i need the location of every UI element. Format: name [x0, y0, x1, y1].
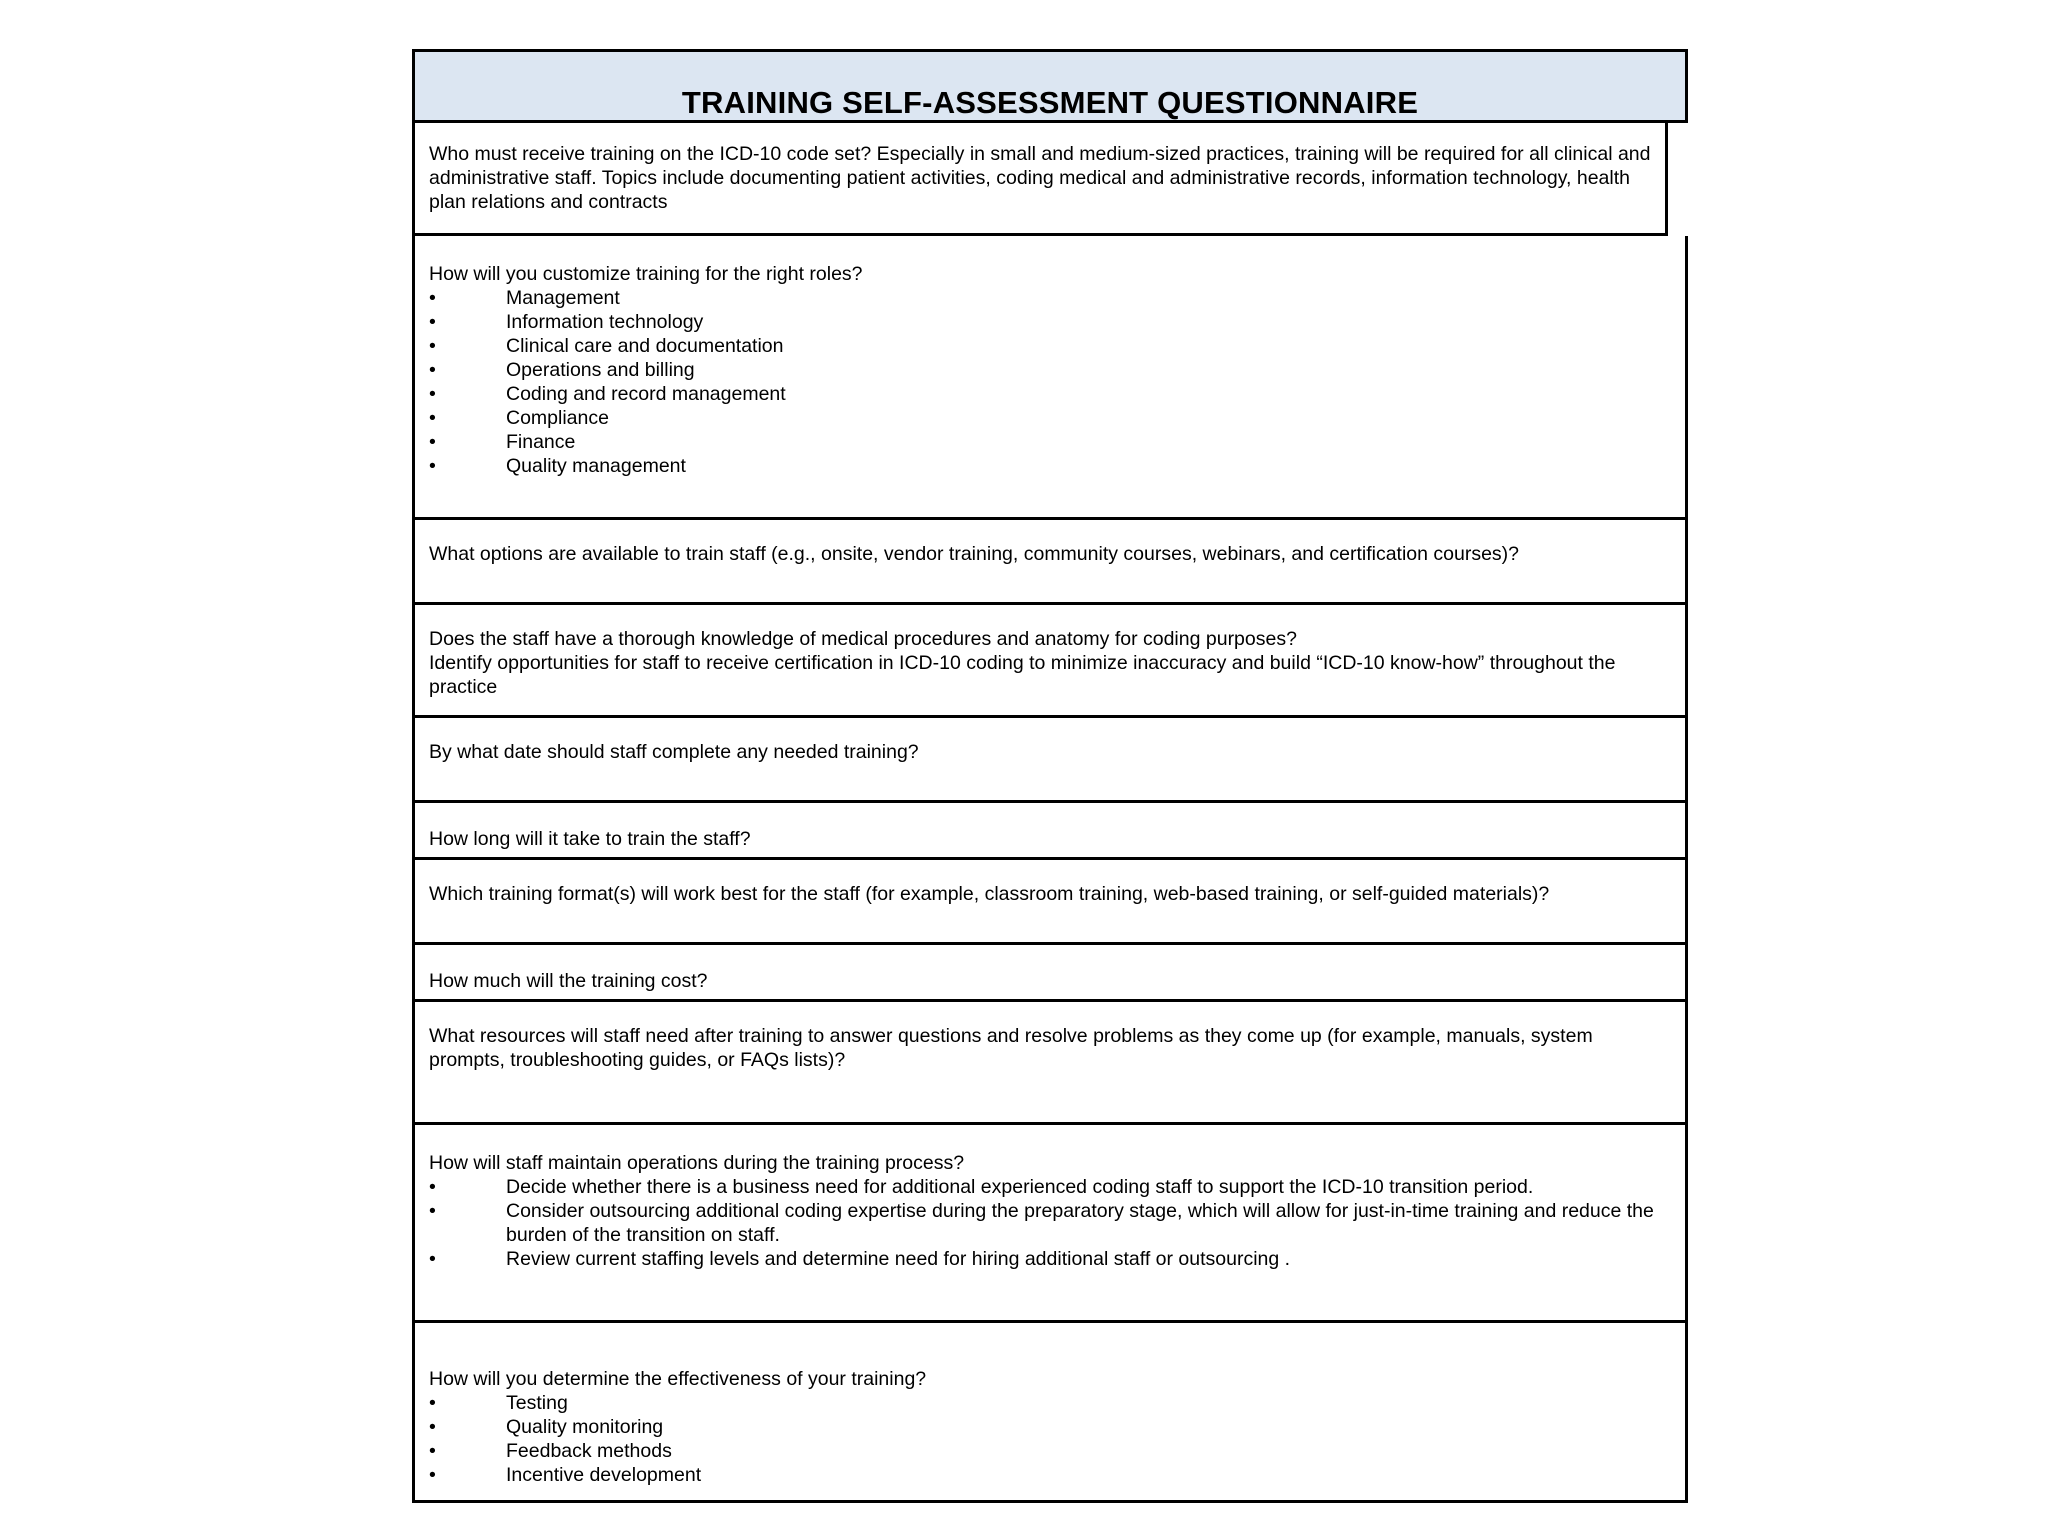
- question-text: What resources will staff need after training to answer questions and resolve problems as they come up (for example, manuals, system prompts, troubleshooting guides, or FAQs lists)?: [429, 1025, 1593, 1071]
- bullet-text: Feedback methods: [506, 1440, 672, 1462]
- bullet-icon: •: [429, 311, 436, 333]
- intro-text: Who must receive training on the ICD-10 code set? Especially in small and medium-sized practices, training will be required for all clinical and administrative staff. Topics include documenting patient activities, coding medical and administrative records, information technology, health plan relations and contracts: [429, 143, 1651, 213]
- list-item: [429, 1439, 1671, 1463]
- bullet-icon: •: [429, 455, 436, 477]
- list-item: [429, 1391, 1671, 1415]
- bullet-icon: •: [429, 1440, 436, 1462]
- bullet-icon: •: [429, 1248, 436, 1270]
- bullet-text: Review current staffing levels and determine need for hiring additional staff or outsourcing .: [506, 1248, 1291, 1270]
- bullet-text: Compliance: [506, 407, 609, 429]
- question-text: Does the staff have a thorough knowledge of medical procedures and anatomy for coding purposes?: [429, 628, 1297, 650]
- bullet-text: Clinical care and documentation: [506, 335, 784, 357]
- question-row: [412, 1125, 1688, 1323]
- bullet-icon: •: [429, 407, 436, 429]
- list-item: [429, 1247, 1671, 1271]
- list-item: [429, 286, 1671, 310]
- list-item: [429, 310, 1671, 334]
- bullet-text: Testing: [506, 1392, 568, 1414]
- bullet-icon: •: [429, 359, 436, 381]
- bullet-icon: •: [429, 1176, 436, 1198]
- bullet-icon: •: [429, 1200, 436, 1222]
- bullet-text: Decide whether there is a business need for additional experienced coding staff to support the ICD-10 transition period.: [506, 1176, 1534, 1198]
- question-row: [412, 860, 1688, 945]
- bullet-icon: •: [429, 287, 436, 309]
- bullet-text: Operations and billing: [506, 359, 695, 381]
- question-row: [412, 945, 1688, 1002]
- question-row: [412, 1323, 1688, 1503]
- list-item: [429, 406, 1671, 430]
- bullet-icon: •: [429, 1464, 436, 1486]
- question-text: How will you customize training for the right roles?: [429, 263, 863, 285]
- bullet-icon: •: [429, 1416, 436, 1438]
- question-text: How much will the training cost?: [429, 970, 708, 992]
- title-row: [412, 49, 1688, 123]
- list-item: [429, 1415, 1671, 1439]
- bullet-text: Quality monitoring: [506, 1416, 664, 1438]
- question-text: How will you determine the effectiveness of your training?: [429, 1368, 927, 1390]
- question-text: By what date should staff complete any needed training?: [429, 741, 919, 763]
- bullet-text: Consider outsourcing additional coding expertise during the preparatory stage, which will allow for just-in-time training and reduce the burden of the transition on staff.: [506, 1200, 1654, 1246]
- question-row: [412, 605, 1688, 718]
- bullet-text: Quality management: [506, 455, 686, 477]
- question-row: [412, 236, 1688, 520]
- list-item: [429, 382, 1671, 406]
- list-item: [429, 1175, 1671, 1199]
- question-note: Identify opportunities for staff to receive certification in ICD-10 coding to minimize inaccuracy and build “ICD-10 know-how” throughout the practice: [429, 652, 1616, 698]
- bullet-icon: •: [429, 1392, 436, 1414]
- list-item: [429, 1463, 1671, 1487]
- question-row: [412, 718, 1688, 803]
- bullet-icon: •: [429, 335, 436, 357]
- bullet-icon: •: [429, 383, 436, 405]
- list-item: [429, 1199, 1671, 1247]
- question-text: How will staff maintain operations during the training process?: [429, 1152, 965, 1174]
- question-text: Which training format(s) will work best for the staff (for example, classroom training, web-based training, or self-guided materials)?: [429, 883, 1550, 905]
- bullet-icon: •: [429, 431, 436, 453]
- question-text: How long will it take to train the staff?: [429, 828, 751, 850]
- bullet-text: Information technology: [506, 311, 704, 333]
- list-item: [429, 358, 1671, 382]
- document-title: TRAINING SELF-ASSESSMENT QUESTIONNAIRE: [681, 85, 1419, 120]
- question-row: [412, 520, 1688, 605]
- bullet-text: Incentive development: [506, 1464, 702, 1486]
- bullet-list: [429, 1391, 1671, 1487]
- list-item: [429, 454, 1671, 478]
- list-item: [429, 334, 1671, 358]
- bullet-text: Finance: [506, 431, 576, 453]
- questionnaire-table: [412, 49, 1688, 1503]
- question-row: [412, 1002, 1688, 1125]
- list-item: [429, 430, 1671, 454]
- intro-row: [412, 123, 1668, 236]
- question-row: [412, 803, 1688, 860]
- question-text: What options are available to train staff (e.g., onsite, vendor training, community courses, webinars, and certification courses)?: [429, 543, 1520, 565]
- bullet-list: [429, 1175, 1671, 1271]
- question-sections: [412, 236, 1688, 1503]
- bullet-list: [429, 286, 1671, 478]
- bullet-text: Management: [506, 287, 620, 309]
- bullet-text: Coding and record management: [506, 383, 786, 405]
